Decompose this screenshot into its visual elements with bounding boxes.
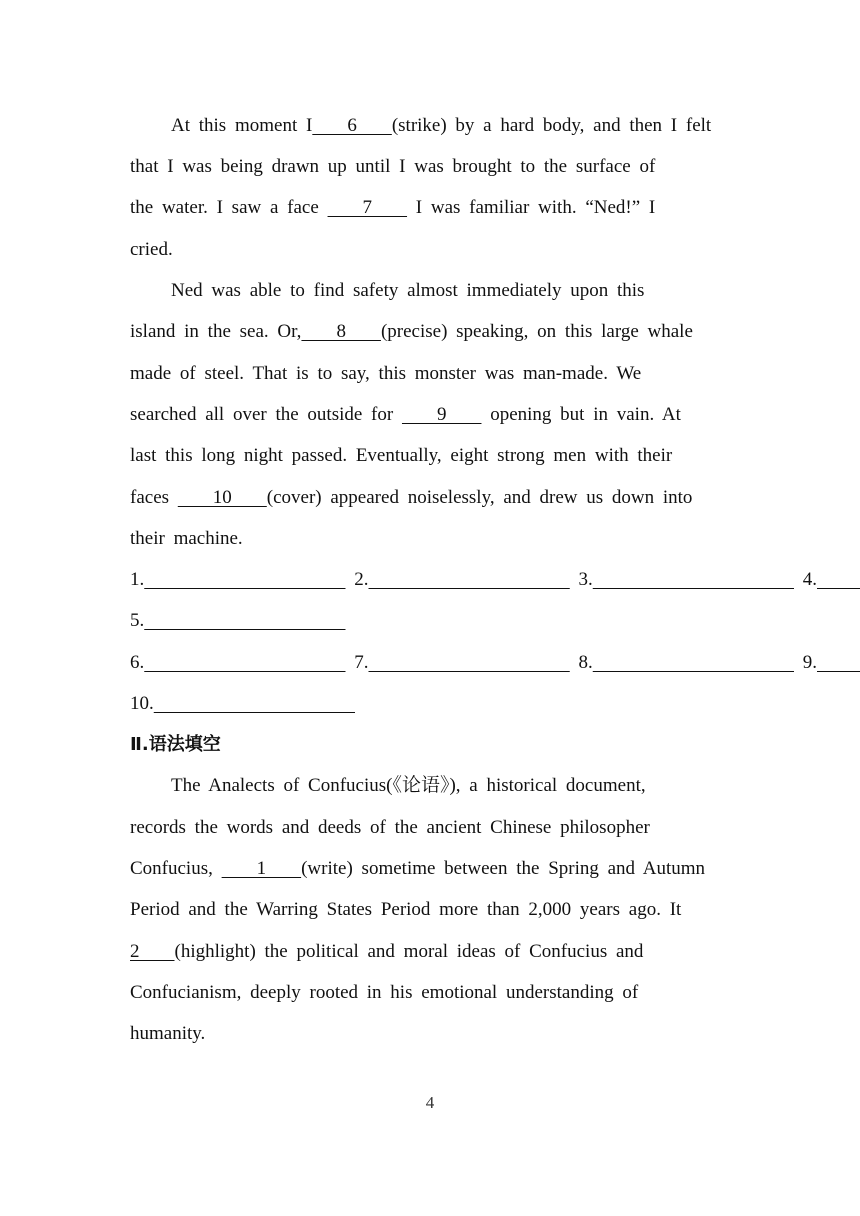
blank-1: 1 (221, 858, 302, 879)
passage2-line-5 (130, 940, 643, 964)
answer-blank (144, 569, 345, 590)
answer-blank (144, 652, 345, 673)
answer-label: 2. (354, 569, 369, 590)
answer-label: 8. (578, 652, 593, 673)
text-run: the water. I saw a face (130, 197, 328, 218)
answer-blank (817, 652, 860, 673)
answer-label: 10. (130, 693, 154, 714)
answer-row-1 (130, 568, 860, 592)
blank-7: 7 (327, 197, 408, 218)
answer-blank (369, 652, 570, 673)
passage1-line-1 (171, 114, 711, 138)
text-run: opening but in vain. At (481, 404, 681, 425)
text-run: (cover) appeared noiselessly, and drew us down into (266, 487, 693, 508)
passage1-line-9: last this long night passed. Eventually, eight strong men with their (130, 445, 673, 466)
answer-label: 7. (354, 652, 369, 673)
passage2-line-6: Confucianism, deeply rooted in his emotional understanding of (130, 982, 639, 1003)
answer-blank (593, 569, 794, 590)
passage2-line-4: Period and the Warring States Period more than 2,000 years ago. It (130, 899, 682, 920)
section-heading: Ⅱ.语法填空 (130, 734, 221, 755)
passage1-line-5: Ned was able to find safety almost immediately upon this (171, 280, 645, 301)
passage1-line-2: that I was being drawn up until I was brought to the surface of (130, 156, 656, 177)
answer-label: 9. (802, 652, 817, 673)
answer-blank (817, 569, 860, 590)
passage1-line-3 (130, 196, 655, 220)
text-run: island in the sea. Or, (130, 321, 302, 342)
answer-blank (593, 652, 794, 673)
text-run: searched all over the outside for (130, 404, 402, 425)
passage1-line-6 (130, 320, 693, 344)
passage1-line-4: cried. (130, 239, 173, 260)
blank-6: 6 (312, 115, 392, 136)
answer-blank (144, 610, 345, 631)
answer-row-3 (130, 651, 860, 675)
text-run: (write) sometime between the Spring and Autumn (301, 858, 706, 879)
page-number: 4 (425, 1093, 435, 1112)
passage1-line-11: their machine. (130, 528, 243, 549)
text-run: At this moment I (171, 115, 313, 136)
answer-blank (369, 569, 570, 590)
passage1-line-7: made of steel. That is to say, this monster was man-made. We (130, 363, 642, 384)
answer-row-2 (130, 609, 346, 633)
passage2-line-2: records the words and deeds of the ancient Chinese philosopher (130, 817, 650, 838)
text-run: (strike) by a hard body, and then I felt (391, 115, 712, 136)
text-run: faces (130, 487, 178, 508)
text-run: (highlight) the political and moral ideas of Confucius and (174, 941, 644, 962)
text-run: Confucius, (130, 858, 222, 879)
answer-label: 6. (130, 652, 145, 673)
blank-2: 2 (130, 941, 175, 962)
passage2-line-1: The Analects of Confucius(《论语》), a historical document, (171, 775, 646, 796)
passage1-line-8 (130, 403, 681, 427)
answer-row-4 (130, 692, 355, 716)
passage2-line-3 (130, 857, 705, 881)
answer-label: 5. (130, 610, 145, 631)
text-run: (precise) speaking, on this large whale (380, 321, 693, 342)
passage2-line-7: humanity. (130, 1023, 206, 1044)
blank-8: 8 (301, 321, 381, 342)
answer-label: 4. (802, 569, 817, 590)
answer-label: 1. (130, 569, 145, 590)
text-run: I was familiar with. “Ned!” I (407, 197, 656, 218)
answer-blank (154, 693, 355, 714)
answer-label: 3. (578, 569, 593, 590)
passage1-line-10 (130, 486, 692, 510)
blank-9: 9 (401, 404, 482, 425)
blank-10: 10 (177, 487, 267, 508)
